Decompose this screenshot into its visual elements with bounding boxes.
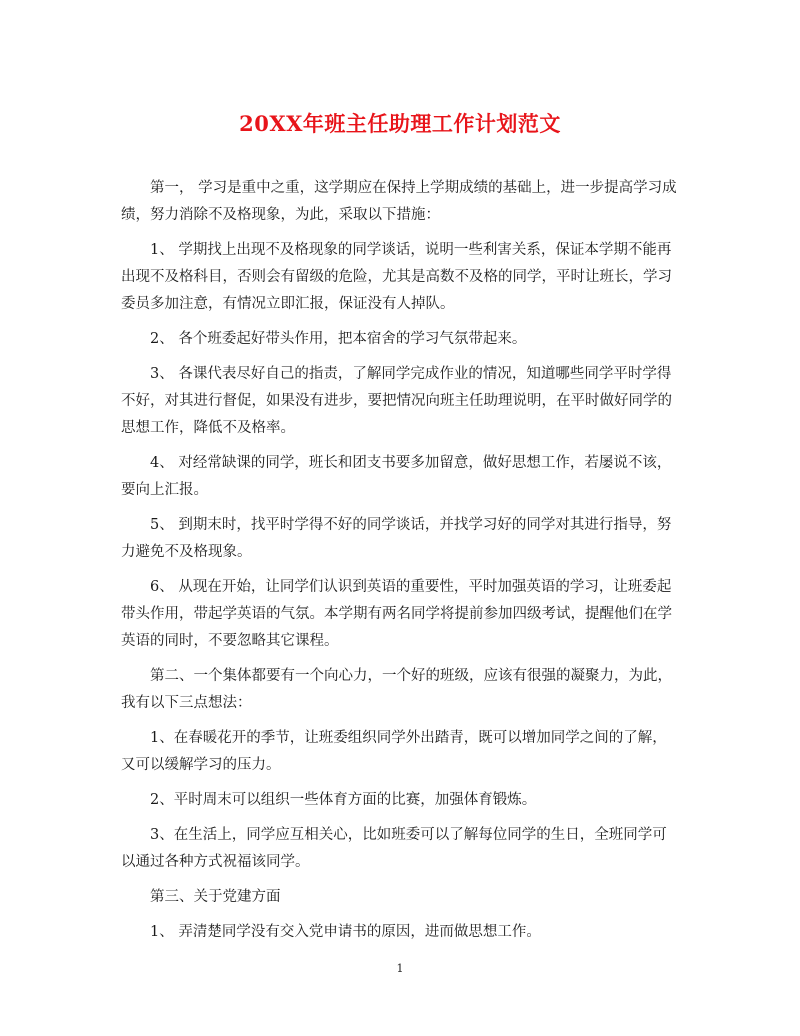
paragraph: 1、在春暖花开的季节，让班委组织同学外出踏青，既可以增加同学之间的了解，又可以缓解学习的压力。: [121, 730, 667, 773]
paragraph: 5、 到期末时，找平时学得不好的同学谈话，并找学习好的同学对其进行指导，努力避免不及格现象。: [121, 517, 672, 560]
paragraph: 第三、关于党建方面: [150, 889, 281, 905]
paragraph: 2、平时周末可以组织一些体育方面的比赛，加强体育锻炼。: [150, 792, 537, 808]
paragraph: 第二、一个集体都要有一个向心力，一个好的班级，应该有很强的凝聚力，为此，我有以下三点想法：: [121, 668, 672, 711]
paragraph: 1、 弄清楚同学没有交入党申请书的原因，进而做思想工作。: [150, 924, 541, 940]
paragraph: 4、 对经常缺课的同学，班长和团支书要多加留意，做好思想工作，若屡说不该，要向上汇报。: [121, 455, 672, 498]
paragraph: 第一， 学习是重中之重，这学期应在保持上学期成绩的基础上，进一步提高学习成绩，努力消除不及格现象，为此，采取以下措施：: [121, 180, 677, 223]
document-title: 20XX年班主任助理工作计划范文: [239, 111, 561, 136]
page-number: 1: [396, 962, 404, 975]
document-body: [121, 175, 681, 954]
paragraph: 3、 各课代表尽好自己的指责，了解同学完成作业的情况，知道哪些同学平时学得不好，对其进行督促，如果没有进步，要把情况向班主任助理说明，在平时做好同学的思想工作，降低不及格率。: [121, 366, 672, 436]
paragraph: 2、 各个班委起好带头作用，把本宿舍的学习气氛带起来。: [150, 331, 527, 347]
paragraph: 6、 从现在开始，让同学们认识到英语的重要性，平时加强英语的学习，让班委起带头作用，带起学英语的气氛。本学期有两名同学将提前参加四级考试，提醒他们在学英语的同时，不要忽略其它课程。: [121, 579, 672, 649]
paragraph: 3、在生活上，同学应互相关心，比如班委可以了解每位同学的生日，全班同学可以通过各种方式祝福该同学。: [121, 827, 667, 870]
paragraph: 1、 学期找上出现不及格现象的同学谈话，说明一些利害关系，保证本学期不能再出现不及格科目，否则会有留级的危险，尤其是高数不及格的同学，平时让班长，学习委员多加注意，有情况立即汇报，保证没有人掉队。: [121, 242, 672, 312]
